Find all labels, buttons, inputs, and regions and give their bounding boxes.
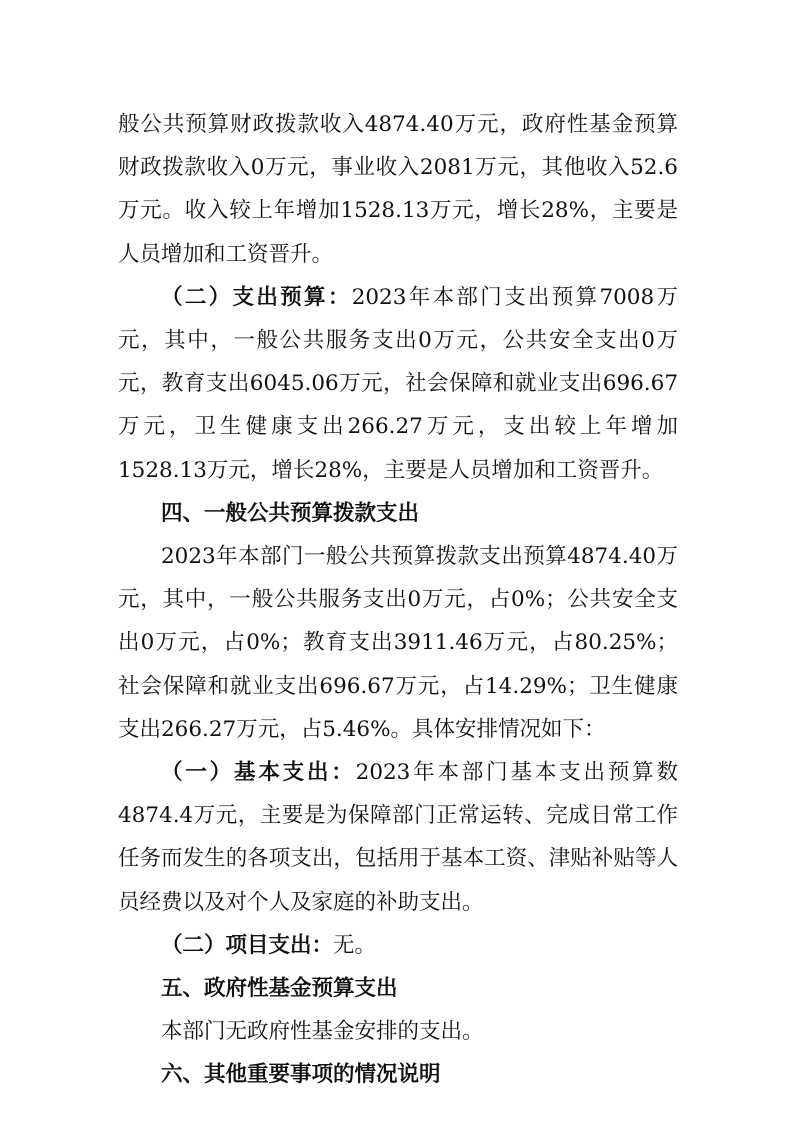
expenditure-budget-lead: （二）支出预算： [161, 284, 352, 310]
basic-expenditure-text: 2023年本部门基本支出预算数4874.4万元，主要是为保障部门正常运转、完成日常工作任务而发生的各项支出，包括用于基本工资、津贴补贴等人员经费以及对个人及家庭的补助支出。 [118, 760, 678, 915]
paragraph-income-continued: 般公共预算财政拨款收入4874.40万元，政府性基金预算财政拨款收入0万元，事业收入2081万元，其他收入52.6万元。收入较上年增加1528.13万元，增长28%，主要是人员增加和工资晋升。 [118, 112, 678, 267]
section-heading-general-budget: 四、一般公共预算拨款支出 [161, 500, 420, 526]
paragraph-project-expenditure [118, 924, 678, 967]
paragraph-general-budget-detail: 2023年本部门一般公共预算拨款支出预算4874.40万元，其中，一般公共服务支出0万元，占0%；公共安全支出0万元，占0%；教育支出3911.46万元，占80.25%；社会保障和就业支出696.67万元，占14.29%；卫生健康支出266.27万元，占5.46%。具体安排情况如下： [118, 544, 678, 742]
project-expenditure-lead: （二）项目支出： [161, 932, 334, 958]
project-expenditure-text: 无。 [333, 932, 377, 958]
paragraph-expenditure-budget [118, 276, 678, 492]
paragraph-gov-fund-detail: 本部门无政府性基金安排的支出。 [161, 1019, 484, 1045]
section-heading-gov-fund: 五、政府性基金预算支出 [161, 976, 398, 1002]
paragraph-basic-expenditure [118, 751, 678, 924]
document-body [118, 103, 678, 1097]
section-heading-other-matters: 六、其他重要事项的情况说明 [161, 1062, 441, 1088]
expenditure-budget-text: 2023年本部门支出预算7008万元，其中，一般公共服务支出0万元，公共安全支出0万元，教育支出6045.06万元，社会保障和就业支出696.67万元，卫生健康支出266.27万元，支出较上年增加1528.13万元，增长28%，主要是人员增加和工资晋升。 [118, 284, 678, 483]
basic-expenditure-lead: （一）基本支出： [161, 760, 356, 786]
